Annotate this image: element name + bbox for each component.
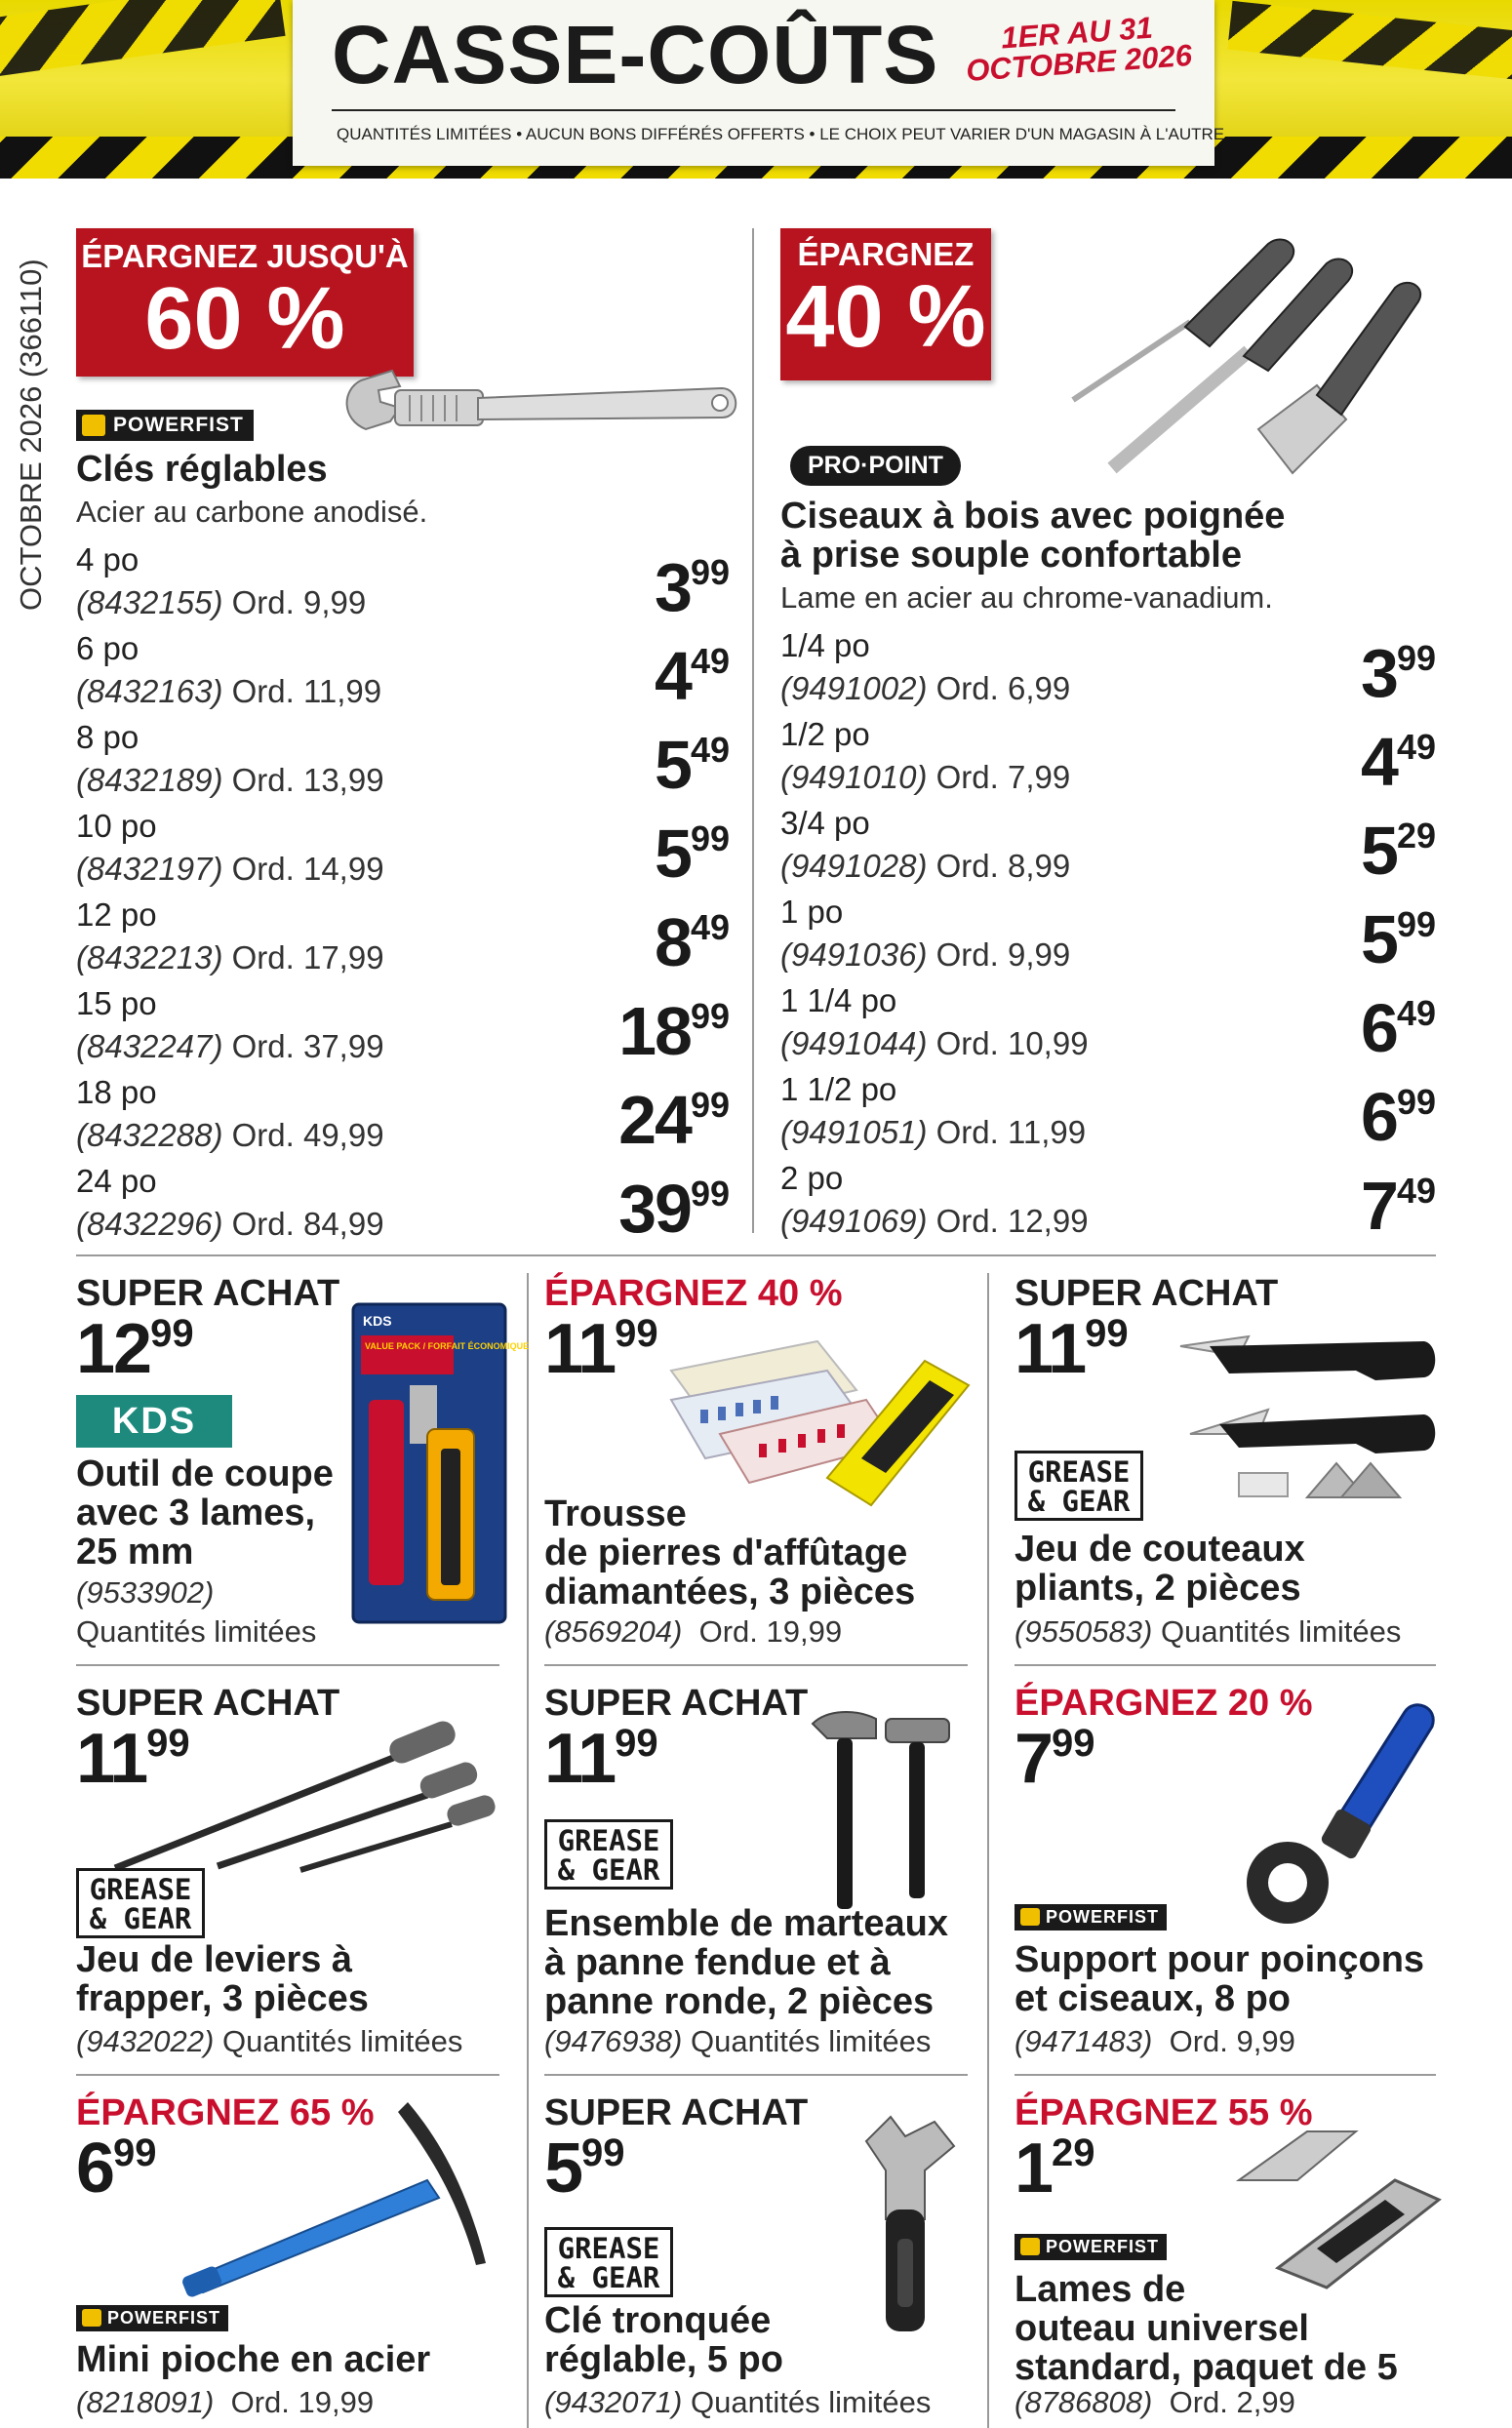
- price: [1361, 990, 1436, 1066]
- badge-line2: 40 %: [785, 268, 986, 366]
- price-cents: 99: [690, 1174, 730, 1214]
- sku-code: (9491036): [780, 936, 928, 973]
- adjustable-wrench-image: [332, 351, 741, 468]
- product-sku: [76, 584, 366, 621]
- banner-subline: QUANTITÉS LIMITÉES • AUCUN BONS DIFFÉRÉS OFFERTS • LE CHOIX PEUT VARIER D'UN MAGASIN À L'AUTRE: [337, 125, 1225, 143]
- powerfist-logo: POWERFIST: [1015, 1904, 1167, 1930]
- price-row[interactable]: [780, 1160, 1436, 1249]
- size-label: 8 po: [76, 719, 139, 755]
- divider: [1015, 1664, 1436, 1666]
- product-title-line: Ciseaux à bois avec poignée: [780, 496, 1286, 537]
- flyer-code-label: OCTOBRE 2026 (366110): [14, 259, 48, 611]
- deal-heading: SUPER ACHAT: [76, 1683, 340, 1724]
- product-title-line: diamantées, 3 pièces: [544, 1571, 916, 1612]
- product-card[interactable]: [76, 1273, 530, 1658]
- product-title-line: Lames de: [1015, 2269, 1186, 2310]
- price-int: 4: [1361, 724, 1397, 800]
- product-title-line: Ensemble de marteaux: [544, 1903, 948, 1944]
- product-sku: [780, 1114, 1086, 1151]
- product-sku: [76, 1575, 214, 1611]
- price-cents: 99: [615, 1312, 658, 1355]
- sku-code: (9491044): [780, 1025, 928, 1061]
- product-card[interactable]: [76, 2092, 505, 2428]
- wood-chisels-image: [1063, 224, 1453, 488]
- product-sku: [780, 848, 1070, 885]
- banner-dates: 1ER AU 31 OCTOBRE 2026: [965, 10, 1194, 89]
- product-title: [780, 498, 1285, 576]
- size-label: 4 po: [76, 541, 139, 577]
- sku-code: (8432296): [76, 1206, 223, 1242]
- product-sku: [780, 670, 1070, 707]
- price-int: 5: [1361, 813, 1397, 889]
- product-title-line: panne ronde, 2 pièces: [544, 1980, 935, 2022]
- price-row[interactable]: [76, 808, 730, 896]
- powerfist-logo: POWERFIST: [76, 2305, 228, 2331]
- price-int: 24: [618, 1082, 691, 1158]
- price-cents: 99: [113, 2131, 157, 2174]
- sku-code: (8432288): [76, 1117, 223, 1153]
- price-cents: 99: [1085, 1312, 1129, 1355]
- sku-code: (8569204): [544, 1614, 683, 1649]
- size-label: 24 po: [76, 1163, 157, 1199]
- regular-price: Ord. 49,99: [231, 1117, 384, 1153]
- sku-code: (9491010): [780, 759, 928, 795]
- size-label: 1 1/2 po: [780, 1071, 897, 1107]
- price-int: 6: [1361, 990, 1397, 1066]
- limited-quantities-note: Quantités limitées: [690, 2024, 932, 2058]
- price-int: 11: [76, 1720, 147, 1798]
- divider: [76, 1664, 499, 1666]
- price-cents: 49: [690, 730, 730, 770]
- sku-code: (9491002): [780, 670, 928, 706]
- price: [655, 549, 730, 625]
- regular-price: Ord. 9,99: [231, 584, 367, 620]
- regular-price: Ord. 9,99: [1169, 2024, 1295, 2058]
- price: [1015, 1720, 1095, 1798]
- limited-quantities-note: Quantités limitées: [221, 2024, 463, 2058]
- price-cents: 49: [1396, 727, 1436, 767]
- sku-code: (9550583): [1015, 1614, 1153, 1649]
- regular-price: Ord. 9,99: [935, 936, 1071, 973]
- price-cents: 99: [690, 996, 730, 1036]
- deal-heading: SUPER ACHAT: [544, 1683, 809, 1724]
- price-cents: 99: [1052, 1722, 1095, 1765]
- price: [655, 816, 730, 892]
- regular-price: Ord. 19,99: [698, 1614, 843, 1649]
- size-label: 1/2 po: [780, 716, 870, 752]
- price-cents: 29: [1052, 2131, 1095, 2174]
- size-label: 3/4 po: [780, 805, 870, 841]
- divider: [1015, 2074, 1436, 2076]
- product-card[interactable]: [1015, 2092, 1444, 2428]
- product-card[interactable]: [544, 2092, 974, 2428]
- price: [544, 2129, 625, 2208]
- price-cents: 29: [1396, 816, 1436, 856]
- deal-heading: ÉPARGNEZ 40 %: [544, 1273, 843, 1314]
- price-int: 5: [655, 727, 691, 803]
- price-row[interactable]: [780, 1071, 1436, 1160]
- product-sku: [1015, 2024, 1295, 2059]
- regular-price: Ord. 7,99: [935, 759, 1071, 795]
- regular-price: Ord. 8,99: [935, 848, 1071, 884]
- product-title-line: Trousse: [544, 1493, 687, 1534]
- banner-title: CASSE-COÛTS: [332, 9, 939, 100]
- product-title-line: standard, paquet de 5: [1015, 2346, 1398, 2388]
- price-int: 3: [1361, 635, 1397, 711]
- banner-paper: [293, 0, 1225, 166]
- size-label: 12 po: [76, 896, 157, 933]
- size-label: 10 po: [76, 808, 157, 844]
- product-sku: [544, 2385, 931, 2420]
- price: [1361, 813, 1436, 889]
- deal-heading: SUPER ACHAT: [544, 2092, 809, 2133]
- price-cents: 99: [581, 2131, 625, 2174]
- product-title: [544, 2302, 783, 2380]
- price: [1361, 724, 1436, 800]
- price-cents: 99: [1396, 1082, 1436, 1122]
- regular-price: Ord. 13,99: [231, 762, 384, 798]
- hazard-stripe: [0, 0, 286, 81]
- price: [618, 993, 730, 1069]
- product-sku: [780, 1203, 1089, 1240]
- price-row[interactable]: [76, 630, 730, 719]
- product-title-line: Jeu de couteaux: [1015, 1529, 1305, 1570]
- limited-quantities-note: Quantités limitées: [690, 2385, 932, 2419]
- grease-gear-logo: GREASE & GEAR: [544, 2227, 673, 2297]
- badge-line1: ÉPARGNEZ JUSQU'À: [81, 238, 409, 274]
- product-title-line: Jeu de leviers à: [76, 1939, 353, 1980]
- product-sku: [76, 1028, 384, 1065]
- price-row[interactable]: [780, 805, 1436, 894]
- pry-bars-image: [105, 1702, 505, 1878]
- size-label: 1 po: [780, 894, 844, 930]
- price-list: [76, 541, 730, 1252]
- price-list: [780, 627, 1436, 1249]
- powerfist-logo: POWERFIST: [76, 410, 254, 441]
- product-title-line: à panne fendue et à: [544, 1941, 891, 1983]
- price-cents: 49: [1396, 1171, 1436, 1211]
- folding-knives-image: [1171, 1327, 1444, 1512]
- hazard-stripe: [1227, 1, 1512, 83]
- price: [618, 1082, 730, 1158]
- size-label: 18 po: [76, 1074, 157, 1110]
- price-row[interactable]: [76, 985, 730, 1074]
- sku-code: (9491069): [780, 1203, 928, 1239]
- powerfist-logo: POWERFIST: [1015, 2234, 1167, 2260]
- price-cents: 99: [690, 818, 730, 858]
- price-cents: 99: [690, 552, 730, 592]
- size-label: 15 po: [76, 985, 157, 1021]
- price-int: 5: [544, 2129, 582, 2208]
- price: [544, 1720, 658, 1798]
- size-label: 6 po: [76, 630, 139, 666]
- sku-code: (9432071): [544, 2385, 683, 2419]
- size-label: 2 po: [780, 1160, 844, 1196]
- divider: [544, 1664, 968, 1666]
- sku-code: (9476938): [544, 2024, 683, 2058]
- product-sku: [76, 762, 384, 799]
- price-int: 6: [1361, 1079, 1397, 1155]
- size-label: 1 1/4 po: [780, 982, 897, 1018]
- product-sku: [544, 1614, 842, 1650]
- product-card[interactable]: [76, 1683, 505, 2068]
- price: [618, 1171, 730, 1247]
- product-description: Acier au carbone anodisé.: [76, 495, 428, 529]
- limited-quantities-note: Quantités limitées: [1160, 1614, 1402, 1649]
- package-label: VALUE PACK / FORFAIT ÉCONOMIQUE: [365, 1341, 530, 1351]
- price-int: 11: [544, 1310, 616, 1388]
- product-title: [1015, 2271, 1398, 2388]
- product-sku: [544, 2024, 931, 2059]
- product-title: [76, 1941, 369, 2019]
- punch-holder-image: [1219, 1692, 1444, 1927]
- product-sku: [76, 1206, 384, 1243]
- grease-gear-logo: GREASE & GEAR: [544, 1819, 673, 1890]
- stubby-wrench-image: [847, 2112, 964, 2336]
- savings-badge: [780, 228, 991, 380]
- product-title-line: Outil de coupe: [76, 1453, 334, 1494]
- badge-line1: ÉPARGNEZ: [797, 236, 975, 272]
- price-row[interactable]: [76, 719, 730, 808]
- price: [655, 638, 730, 714]
- product-title: [544, 1905, 948, 2022]
- price-row[interactable]: [780, 627, 1436, 716]
- price-cents: 49: [690, 641, 730, 681]
- regular-price: Ord. 17,99: [231, 939, 384, 975]
- product-title: [544, 1495, 915, 1612]
- price: [1015, 1310, 1129, 1388]
- price-cents: 99: [1396, 638, 1436, 678]
- price-cents: 99: [615, 1722, 658, 1765]
- price: [544, 1310, 658, 1388]
- product-card[interactable]: [544, 1273, 974, 1658]
- price-row[interactable]: [76, 1163, 730, 1252]
- product-title-line: à prise souple confortable: [780, 534, 1242, 576]
- price-int: 4: [655, 638, 691, 714]
- price-cents: 99: [146, 1722, 190, 1765]
- regular-price: Ord. 37,99: [231, 1028, 384, 1064]
- price-cents: 49: [1396, 993, 1436, 1033]
- product-sku: [780, 759, 1070, 796]
- product-title: Clés réglables: [76, 449, 328, 490]
- regular-price: Ord. 14,99: [231, 851, 384, 887]
- product-title-line: et ciseaux, 8 po: [1015, 1977, 1292, 2019]
- product-sku: [76, 2385, 374, 2420]
- product-title-line: pliants, 2 pièces: [1015, 1567, 1301, 1609]
- price-int: 5: [655, 816, 691, 892]
- mini-pickaxe-image: [183, 2097, 505, 2292]
- product-title-line: Clé tronquée: [544, 2300, 772, 2341]
- divider: [527, 1273, 529, 2428]
- price: [1361, 1168, 1436, 1244]
- product-title-line: Mini pioche en acier: [76, 2339, 431, 2380]
- product-title-line: réglable, 5 po: [544, 2338, 783, 2380]
- price-row[interactable]: [780, 894, 1436, 982]
- size-label: 1/4 po: [780, 627, 870, 663]
- sku-code: (8432155): [76, 584, 223, 620]
- deal-heading: ÉPARGNEZ 55 %: [1015, 2092, 1313, 2133]
- sku-code: (9432022): [76, 2024, 215, 2058]
- price-int: 7: [1015, 1720, 1053, 1798]
- sku-code: (8218091): [76, 2385, 215, 2419]
- product-title: [1015, 1531, 1305, 1609]
- divider: [752, 228, 754, 1233]
- sku-code: (8432189): [76, 762, 223, 798]
- price: [1361, 635, 1436, 711]
- utility-cutter-image: [351, 1302, 530, 1624]
- product-title-line: 25 mm: [76, 1531, 194, 1572]
- price-int: 5: [1361, 901, 1397, 977]
- deal-heading: SUPER ACHAT: [76, 1273, 340, 1314]
- price-int: 11: [1015, 1310, 1086, 1388]
- price: [1361, 1079, 1436, 1155]
- price-cents: 99: [1396, 904, 1436, 944]
- product-title-line: de pierres d'affûtage: [544, 1532, 908, 1573]
- product-sku: [76, 2024, 462, 2059]
- sku-code: (8432197): [76, 851, 223, 887]
- product-title: [76, 1455, 334, 1572]
- price-int: 18: [618, 993, 691, 1069]
- product-sku: [1015, 1614, 1401, 1650]
- sku-code: (9491051): [780, 1114, 928, 1150]
- product-card[interactable]: [1015, 1683, 1444, 2068]
- grease-gear-logo: GREASE & GEAR: [76, 1868, 205, 1938]
- regular-price: Ord. 10,99: [935, 1025, 1089, 1061]
- divider: [76, 1254, 1436, 1256]
- regular-price: Ord. 12,99: [935, 1203, 1089, 1239]
- product-title-line: outeau universel: [1015, 2307, 1309, 2349]
- price-int: 7: [1361, 1168, 1397, 1244]
- price-cents: 99: [690, 1085, 730, 1125]
- product-title-line: frapper, 3 pièces: [76, 1977, 369, 2019]
- package-brand: KDS: [363, 1313, 392, 1329]
- limited-quantities-note: Quantités limitées: [76, 1614, 317, 1649]
- product-title: [76, 2341, 430, 2380]
- product-title-line: Support pour poinçons: [1015, 1939, 1425, 1980]
- price: [76, 2129, 157, 2208]
- sku-code: (9471483): [1015, 2024, 1153, 2058]
- sku-code: (9533902): [76, 1575, 215, 1610]
- header-banner: [0, 0, 1512, 179]
- regular-price: Ord. 6,99: [935, 670, 1071, 706]
- divider: [544, 2074, 968, 2076]
- price-row[interactable]: [76, 541, 730, 630]
- price-row[interactable]: [76, 1074, 730, 1163]
- regular-price: Ord. 11,99: [231, 673, 382, 709]
- deal-heading: ÉPARGNEZ 20 %: [1015, 1683, 1313, 1724]
- regular-price: Ord. 11,99: [935, 1114, 1087, 1150]
- divider: [987, 1273, 989, 2428]
- price: [655, 727, 730, 803]
- price-row[interactable]: [780, 982, 1436, 1071]
- price-int: 39: [618, 1171, 691, 1247]
- price: [1015, 2129, 1095, 2208]
- product-sku: [1015, 2385, 1295, 2420]
- sku-code: (9491028): [780, 848, 928, 884]
- divider: [332, 109, 1175, 111]
- grease-gear-logo: GREASE & GEAR: [1015, 1451, 1143, 1521]
- product-sku: [780, 1025, 1089, 1062]
- price-int: 3: [655, 549, 691, 625]
- price-int: 12: [76, 1310, 151, 1388]
- product-card[interactable]: [1015, 1273, 1444, 1658]
- sku-code: (8786808): [1015, 2385, 1153, 2419]
- price: [1361, 901, 1436, 977]
- regular-price: Ord. 2,99: [1169, 2385, 1295, 2419]
- price-int: 11: [544, 1720, 616, 1798]
- price-row[interactable]: [780, 716, 1436, 805]
- hammers-image: [808, 1704, 954, 1919]
- sharpening-stones-image: [661, 1332, 974, 1507]
- kds-logo: KDS: [76, 1395, 232, 1448]
- product-title: [1015, 1941, 1424, 2019]
- deal-heading: SUPER ACHAT: [1015, 1273, 1279, 1314]
- product-sku: [76, 851, 384, 888]
- price-cents: 49: [690, 907, 730, 947]
- sku-code: (8432247): [76, 1028, 223, 1064]
- product-description: Lame en acier au chrome-vanadium.: [780, 580, 1273, 615]
- price: [655, 904, 730, 980]
- price: [76, 1310, 194, 1388]
- product-title-line: avec 3 lames,: [76, 1492, 316, 1533]
- product-sku: [76, 1117, 384, 1154]
- product-sku: [780, 936, 1070, 974]
- product-sku: [76, 939, 384, 976]
- sku-code: (8432163): [76, 673, 223, 709]
- sku-code: (8432213): [76, 939, 223, 975]
- price-int: 8: [655, 904, 691, 980]
- divider: [76, 2074, 499, 2076]
- product-card[interactable]: [544, 1683, 974, 2068]
- product-sku: [76, 673, 381, 710]
- price-row[interactable]: [76, 896, 730, 985]
- price-cents: 99: [150, 1312, 194, 1355]
- regular-price: Ord. 19,99: [230, 2385, 375, 2419]
- price-int: 6: [76, 2129, 114, 2208]
- pro-point-logo: PRO·POINT: [790, 446, 961, 486]
- regular-price: Ord. 84,99: [231, 1206, 384, 1242]
- price-int: 1: [1015, 2129, 1053, 2208]
- badge-line2: 60 %: [144, 270, 345, 368]
- deal-heading: ÉPARGNEZ 65 %: [76, 2092, 375, 2133]
